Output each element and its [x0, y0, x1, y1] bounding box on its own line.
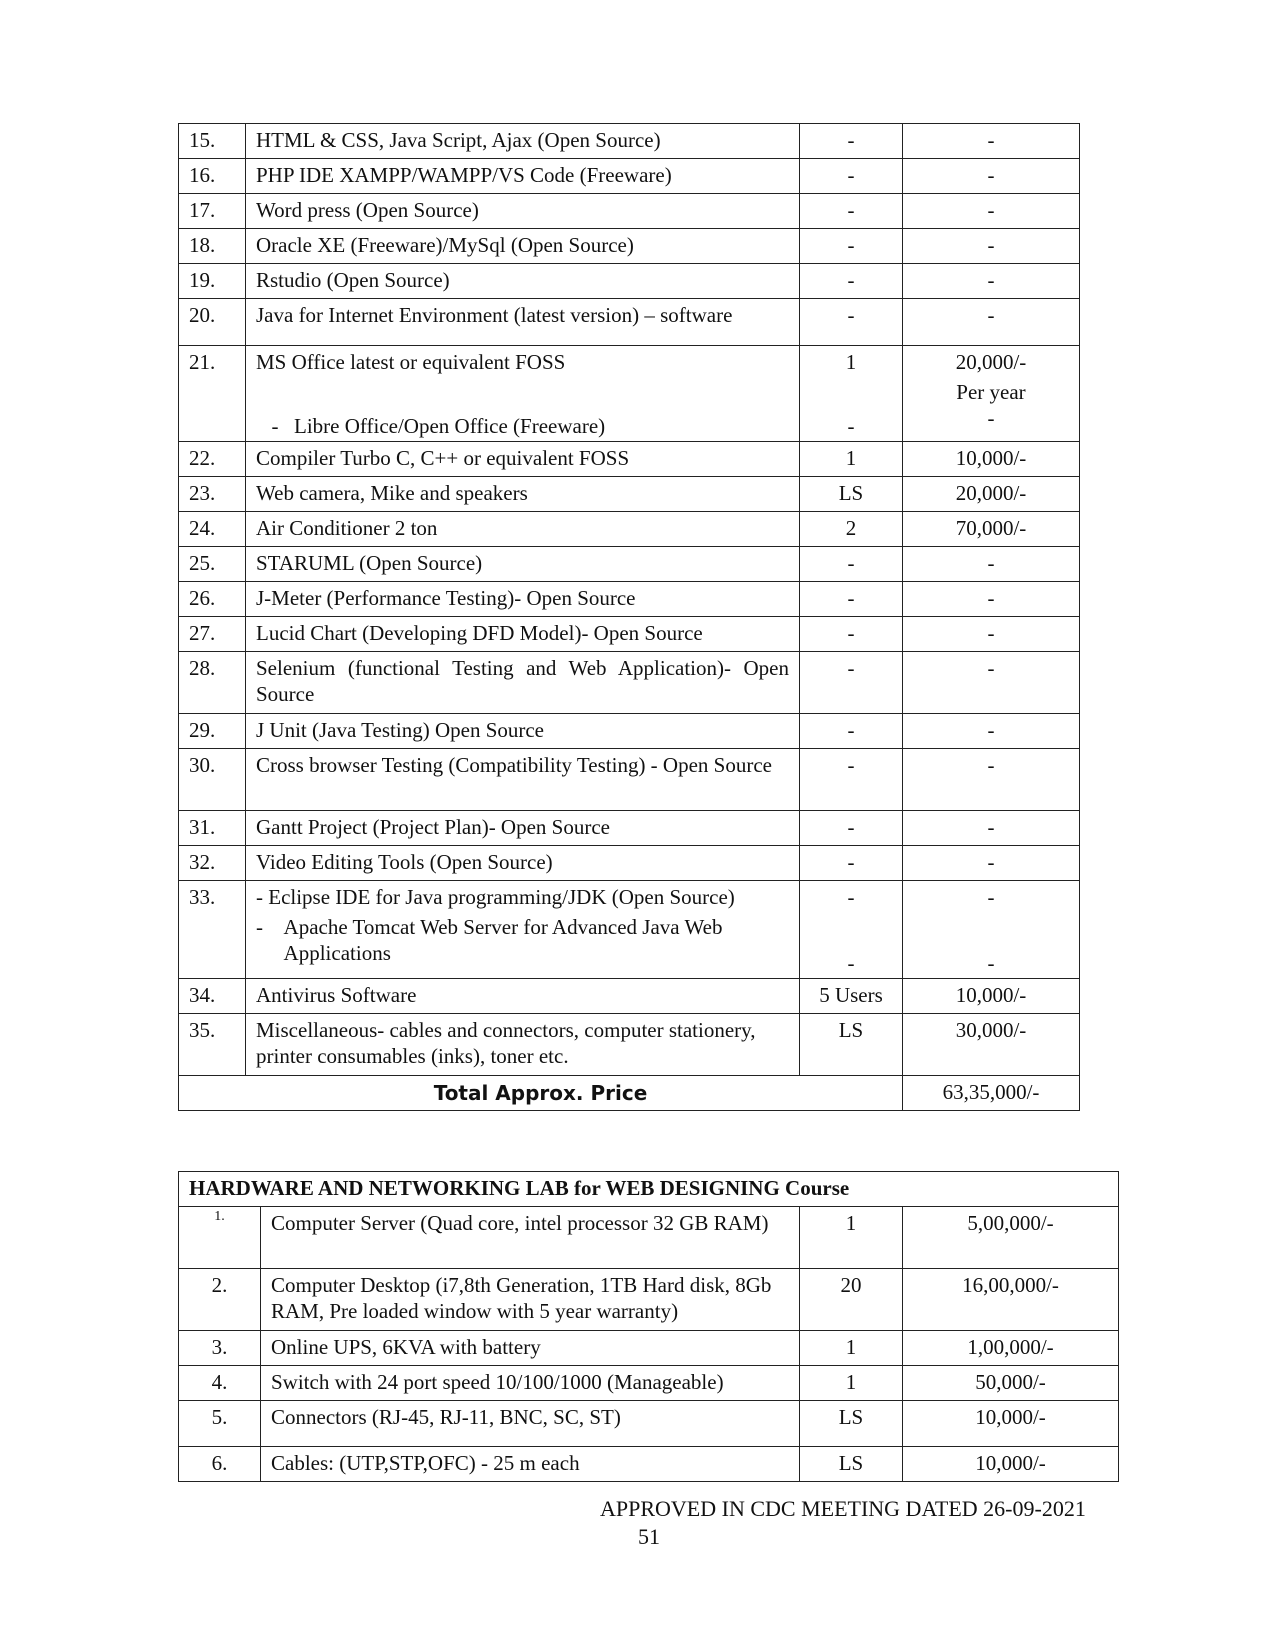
quantity: LS [800, 477, 903, 512]
row-number: 18. [179, 229, 246, 264]
quantity: 5 Users [800, 979, 903, 1014]
item-description: Switch with 24 port speed 10/100/1000 (Manageable) [261, 1366, 800, 1401]
row-number: 15. [179, 124, 246, 159]
item-description: Oracle XE (Freeware)/MySql (Open Source) [246, 229, 800, 264]
table-row [179, 617, 1080, 652]
row-number: 2. [179, 1269, 261, 1331]
qty-sub: - [847, 414, 855, 438]
item-description: STARUML (Open Source) [246, 547, 800, 582]
item-description: Word press (Open Source) [246, 194, 800, 229]
quantity: 1 [800, 1331, 903, 1366]
price: 10,000/- [903, 1401, 1119, 1447]
row-number: 25. [179, 547, 246, 582]
price: 70,000/- [903, 512, 1080, 547]
table-row [179, 582, 1080, 617]
price: - [903, 582, 1080, 617]
item-description: Cross browser Testing (Compatibility Testing) - Open Source [246, 749, 800, 811]
row-number: 33. [179, 881, 246, 979]
item-description: Computer Server (Quad core, intel processor 32 GB RAM) [261, 1207, 800, 1269]
item-description: Connectors (RJ-45, RJ-11, BNC, SC, ST) [261, 1401, 800, 1447]
row-number: 30. [179, 749, 246, 811]
item-description: Air Conditioner 2 ton [246, 512, 800, 547]
sub-item-dash: - [271, 414, 279, 438]
price: - [903, 652, 1080, 714]
row-number: 27. [179, 617, 246, 652]
table-row [179, 264, 1080, 299]
page-number: 51 [638, 1524, 660, 1549]
table-row [179, 547, 1080, 582]
table-row [179, 1207, 1119, 1269]
item-description: Antivirus Software [246, 979, 800, 1014]
row-number: 29. [179, 714, 246, 749]
price [903, 881, 1080, 979]
table-row [179, 1331, 1119, 1366]
quantity: 2 [800, 512, 903, 547]
price: 10,000/- [903, 979, 1080, 1014]
quantity: - [800, 229, 903, 264]
item-stack [256, 884, 789, 966]
item-main: - Eclipse IDE for Java programming/JDK (Open Source) [256, 885, 735, 909]
quantity: - [800, 749, 903, 811]
price: 10,000/- [903, 442, 1080, 477]
price: - [903, 159, 1080, 194]
item-description: Video Editing Tools (Open Source) [246, 846, 800, 881]
table-row [179, 194, 1080, 229]
row-number: 21. [179, 346, 246, 442]
row-number: 3. [179, 1331, 261, 1366]
total-value: 63,35,000/- [903, 1076, 1080, 1111]
sub-item-dash: - [256, 915, 263, 939]
item-stack [256, 349, 789, 439]
item-description: J-Meter (Performance Testing)- Open Source [246, 582, 800, 617]
row-number: 34. [179, 979, 246, 1014]
quantity: - [800, 299, 903, 346]
quantity: - [800, 846, 903, 881]
price-stack [903, 349, 1079, 431]
sub-item [256, 914, 789, 966]
quantity: - [800, 652, 903, 714]
table-row [179, 1447, 1119, 1482]
table-title-row [179, 1172, 1119, 1207]
item-description: Selenium (functional Testing and Web Application)- Open Source [246, 652, 800, 714]
table-row [179, 1366, 1119, 1401]
sub-item [256, 413, 789, 439]
price: 1,00,000/- [903, 1331, 1119, 1366]
row-number: 19. [179, 264, 246, 299]
row-number: 24. [179, 512, 246, 547]
table-row [179, 124, 1080, 159]
price: - [903, 229, 1080, 264]
quantity: - [800, 582, 903, 617]
price: - [903, 811, 1080, 846]
quantity: 1 [800, 1366, 903, 1401]
quantity: LS [800, 1401, 903, 1447]
table-row [179, 159, 1080, 194]
price: - [903, 617, 1080, 652]
quantity: LS [800, 1014, 903, 1076]
table-row [179, 652, 1080, 714]
item-description: Compiler Turbo C, C++ or equivalent FOSS [246, 442, 800, 477]
qty-stack [800, 349, 902, 439]
qty-stack [800, 884, 902, 976]
table-row [179, 442, 1080, 477]
price: 16,00,000/- [903, 1269, 1119, 1331]
row-number: 26. [179, 582, 246, 617]
table-row [179, 1269, 1119, 1331]
table-row [179, 346, 1080, 442]
quantity: - [800, 617, 903, 652]
total-label: Total Approx. Price [179, 1076, 903, 1111]
quantity: - [800, 811, 903, 846]
quantity: - [800, 159, 903, 194]
quantity [800, 346, 903, 442]
item-description: Gantt Project (Project Plan)- Open Source [246, 811, 800, 846]
table-row [179, 1401, 1119, 1447]
table-row [179, 512, 1080, 547]
price-main: 20,000/- [955, 350, 1027, 374]
row-number: 6. [179, 1447, 261, 1482]
price: 5,00,000/- [903, 1207, 1119, 1269]
price: - [903, 846, 1080, 881]
item-description: Java for Internet Environment (latest version) – software [246, 299, 800, 346]
price-note: Per year [956, 380, 1026, 404]
row-number: 17. [179, 194, 246, 229]
approval-note: APPROVED IN CDC MEETING DATED 26-09-2021 [600, 1496, 1086, 1521]
price: - [903, 299, 1080, 346]
row-number: 23. [179, 477, 246, 512]
quantity: LS [800, 1447, 903, 1482]
price-stack [903, 884, 1079, 976]
price: 20,000/- [903, 477, 1080, 512]
price: - [903, 264, 1080, 299]
quantity: 1 [800, 442, 903, 477]
item-description: PHP IDE XAMPP/WAMPP/VS Code (Freeware) [246, 159, 800, 194]
item-description [246, 346, 800, 442]
item-description: Miscellaneous- cables and connectors, computer stationery, printer consumables (inks), toner etc. [246, 1014, 800, 1076]
row-number: 28. [179, 652, 246, 714]
price-sub: - [987, 406, 995, 430]
price [903, 346, 1080, 442]
table-row [179, 846, 1080, 881]
row-number: 4. [179, 1366, 261, 1401]
price: 10,000/- [903, 1447, 1119, 1482]
table-row [179, 477, 1080, 512]
qty-main: 1 [845, 350, 857, 374]
quantity [800, 881, 903, 979]
price: 50,000/- [903, 1366, 1119, 1401]
quantity: - [800, 547, 903, 582]
item-description [246, 881, 800, 979]
table-row [179, 749, 1080, 811]
software-equipment-table [178, 123, 1080, 1111]
price: - [903, 124, 1080, 159]
quantity: - [800, 264, 903, 299]
row-number: 1. [179, 1207, 261, 1269]
table-row [179, 299, 1080, 346]
item-description: Online UPS, 6KVA with battery [261, 1331, 800, 1366]
total-row [179, 1076, 1080, 1111]
table-row [179, 1014, 1080, 1076]
table-title: HARDWARE AND NETWORKING LAB for WEB DESIGNING Course [179, 1172, 1119, 1207]
table-row [179, 881, 1080, 979]
row-number: 35. [179, 1014, 246, 1076]
row-number: 22. [179, 442, 246, 477]
row-number: 31. [179, 811, 246, 846]
quantity: - [800, 124, 903, 159]
price-main: - [987, 885, 995, 909]
table-row [179, 811, 1080, 846]
price: - [903, 714, 1080, 749]
row-number: 5. [179, 1401, 261, 1447]
item-description: Lucid Chart (Developing DFD Model)- Open Source [246, 617, 800, 652]
price: - [903, 194, 1080, 229]
quantity: - [800, 714, 903, 749]
item-description: HTML & CSS, Java Script, Ajax (Open Source) [246, 124, 800, 159]
sub-item-text: Libre Office/Open Office (Freeware) [294, 414, 606, 438]
item-description: Computer Desktop (i7,8th Generation, 1TB Hard disk, 8Gb RAM, Pre loaded window with 5 year warranty) [261, 1269, 800, 1331]
table-row [179, 714, 1080, 749]
item-main: MS Office latest or equivalent FOSS [256, 350, 566, 374]
item-description: Web camera, Mike and speakers [246, 477, 800, 512]
table-row [179, 979, 1080, 1014]
item-description: Rstudio (Open Source) [246, 264, 800, 299]
price: 30,000/- [903, 1014, 1080, 1076]
price: - [903, 547, 1080, 582]
row-number: 32. [179, 846, 246, 881]
hardware-networking-table [178, 1171, 1119, 1482]
quantity: 1 [800, 1207, 903, 1269]
price: - [903, 749, 1080, 811]
item-description: J Unit (Java Testing) Open Source [246, 714, 800, 749]
price-sub: - [987, 951, 995, 975]
quantity: - [800, 194, 903, 229]
sub-item-text: Apache Tomcat Web Server for Advanced Java Web Applications [283, 915, 723, 965]
table-row [179, 229, 1080, 264]
row-number: 16. [179, 159, 246, 194]
row-number: 20. [179, 299, 246, 346]
quantity: 20 [800, 1269, 903, 1331]
item-description: Cables: (UTP,STP,OFC) - 25 m each [261, 1447, 800, 1482]
qty-main: - [847, 885, 855, 909]
qty-sub: - [847, 951, 855, 975]
